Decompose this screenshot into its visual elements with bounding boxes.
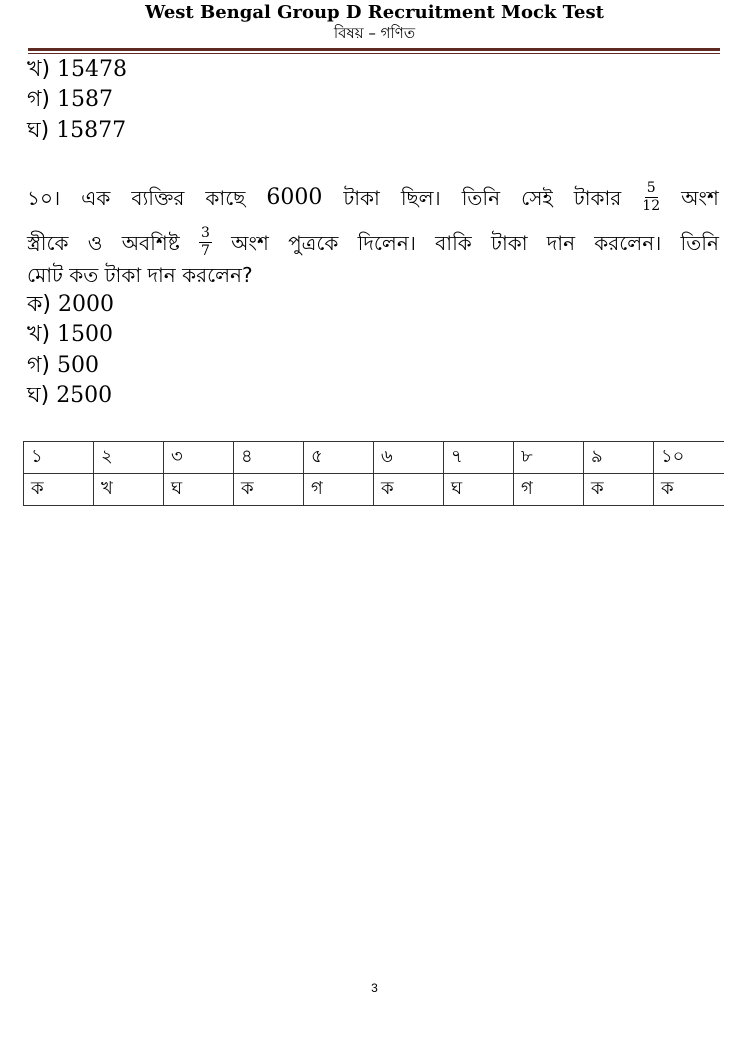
- q-word: টাকা: [491, 230, 528, 255]
- option-value: 2500: [56, 383, 113, 408]
- question-number-cell: ২: [94, 442, 164, 474]
- q-word: তিনি: [461, 185, 501, 210]
- question-line-3: মোট কত টাকা দান করলেন?: [27, 263, 253, 287]
- fraction-denominator: 12: [642, 198, 661, 214]
- answer-cell: ক: [654, 474, 724, 506]
- prev-option-ga: [27, 86, 113, 114]
- page-number: 3: [371, 981, 378, 995]
- option-value: 2000: [57, 292, 114, 317]
- question-number-cell: ১: [24, 442, 94, 474]
- question-number-cell: ৫: [304, 442, 374, 474]
- answer-cell: গ: [304, 474, 374, 506]
- q-amount: 6000: [266, 184, 323, 210]
- q-word: বাকি: [435, 230, 472, 255]
- fraction-numerator: 5: [646, 180, 656, 196]
- option-label: খ): [27, 57, 51, 82]
- question-number-cell: ৮: [514, 442, 584, 474]
- answer-cell: ঘ: [164, 474, 234, 506]
- option-label: খ): [27, 322, 51, 347]
- answer-key-answers-row: [24, 474, 724, 506]
- option-value: 15877: [56, 118, 127, 143]
- option-value: 1587: [57, 87, 114, 112]
- fraction-numerator: 3: [200, 225, 210, 241]
- q-word: স্ত্রীকে: [27, 230, 69, 255]
- question-number-cell: ১০: [654, 442, 724, 474]
- answer-cell: ক: [24, 474, 94, 506]
- q-word: অংশ: [231, 230, 269, 255]
- page-header: [0, 2, 749, 42]
- option-label: গ): [27, 87, 51, 112]
- fraction-5-12: [642, 180, 660, 215]
- q-word: কাছে: [205, 185, 246, 210]
- q-word: অংশ: [681, 185, 719, 210]
- answer-key-table: [23, 441, 724, 506]
- question-number-cell: ৪: [234, 442, 304, 474]
- q-word: সেই: [521, 185, 553, 210]
- answer-cell: ঘ: [444, 474, 514, 506]
- option-label: ক): [27, 292, 51, 317]
- page-subtitle: বিষয় – গণিত: [333, 24, 416, 42]
- fraction-denominator: 7: [200, 243, 210, 259]
- header-divider-thin: [28, 53, 720, 54]
- q-word: পুত্রকে: [288, 230, 339, 255]
- q-word: টাকার: [573, 185, 622, 210]
- q10-option-kha: [27, 321, 113, 349]
- q10-option-gha: [27, 382, 112, 410]
- answer-cell: ক: [234, 474, 304, 506]
- q-word: ব্যক্তির: [131, 185, 185, 210]
- question-number-cell: ৬: [374, 442, 444, 474]
- q-word: দান: [546, 230, 576, 255]
- q-word: এক: [81, 185, 111, 210]
- q-word: অবশিষ্ট: [121, 230, 180, 255]
- q-word: টাকা: [343, 185, 380, 210]
- answer-cell: ক: [374, 474, 444, 506]
- answer-key-numbers-row: [24, 442, 724, 474]
- prev-option-kha: [27, 56, 127, 84]
- header-divider-thick: [28, 48, 720, 51]
- q-word: ও: [87, 230, 103, 255]
- question-number-cell: ৩: [164, 442, 234, 474]
- fraction-3-7: [199, 225, 212, 260]
- answer-cell: গ: [514, 474, 584, 506]
- answer-cell: খ: [94, 474, 164, 506]
- prev-option-gha: [27, 117, 126, 145]
- question-line-1: [27, 180, 719, 215]
- answer-cell: ক: [584, 474, 654, 506]
- question-line-2: [27, 225, 719, 260]
- q-word: দিলেন।: [357, 230, 416, 255]
- option-label: ঘ): [27, 383, 50, 408]
- question-number-cell: ৭: [444, 442, 514, 474]
- q10-option-ka: [27, 291, 114, 319]
- option-label: ঘ): [27, 118, 50, 143]
- page-title: West Bengal Group D Recruitment Mock Test: [145, 2, 604, 23]
- q-word: ছিল।: [400, 185, 441, 210]
- q-word: ১০।: [27, 185, 61, 210]
- option-label: গ): [27, 353, 51, 378]
- option-value: 15478: [57, 57, 128, 82]
- option-value: 1500: [57, 322, 114, 347]
- q-word: করলেন।: [594, 230, 662, 255]
- q10-option-ga: [27, 352, 99, 380]
- question-number-cell: ৯: [584, 442, 654, 474]
- q-word: তিনি: [680, 230, 719, 255]
- option-value: 500: [57, 353, 100, 378]
